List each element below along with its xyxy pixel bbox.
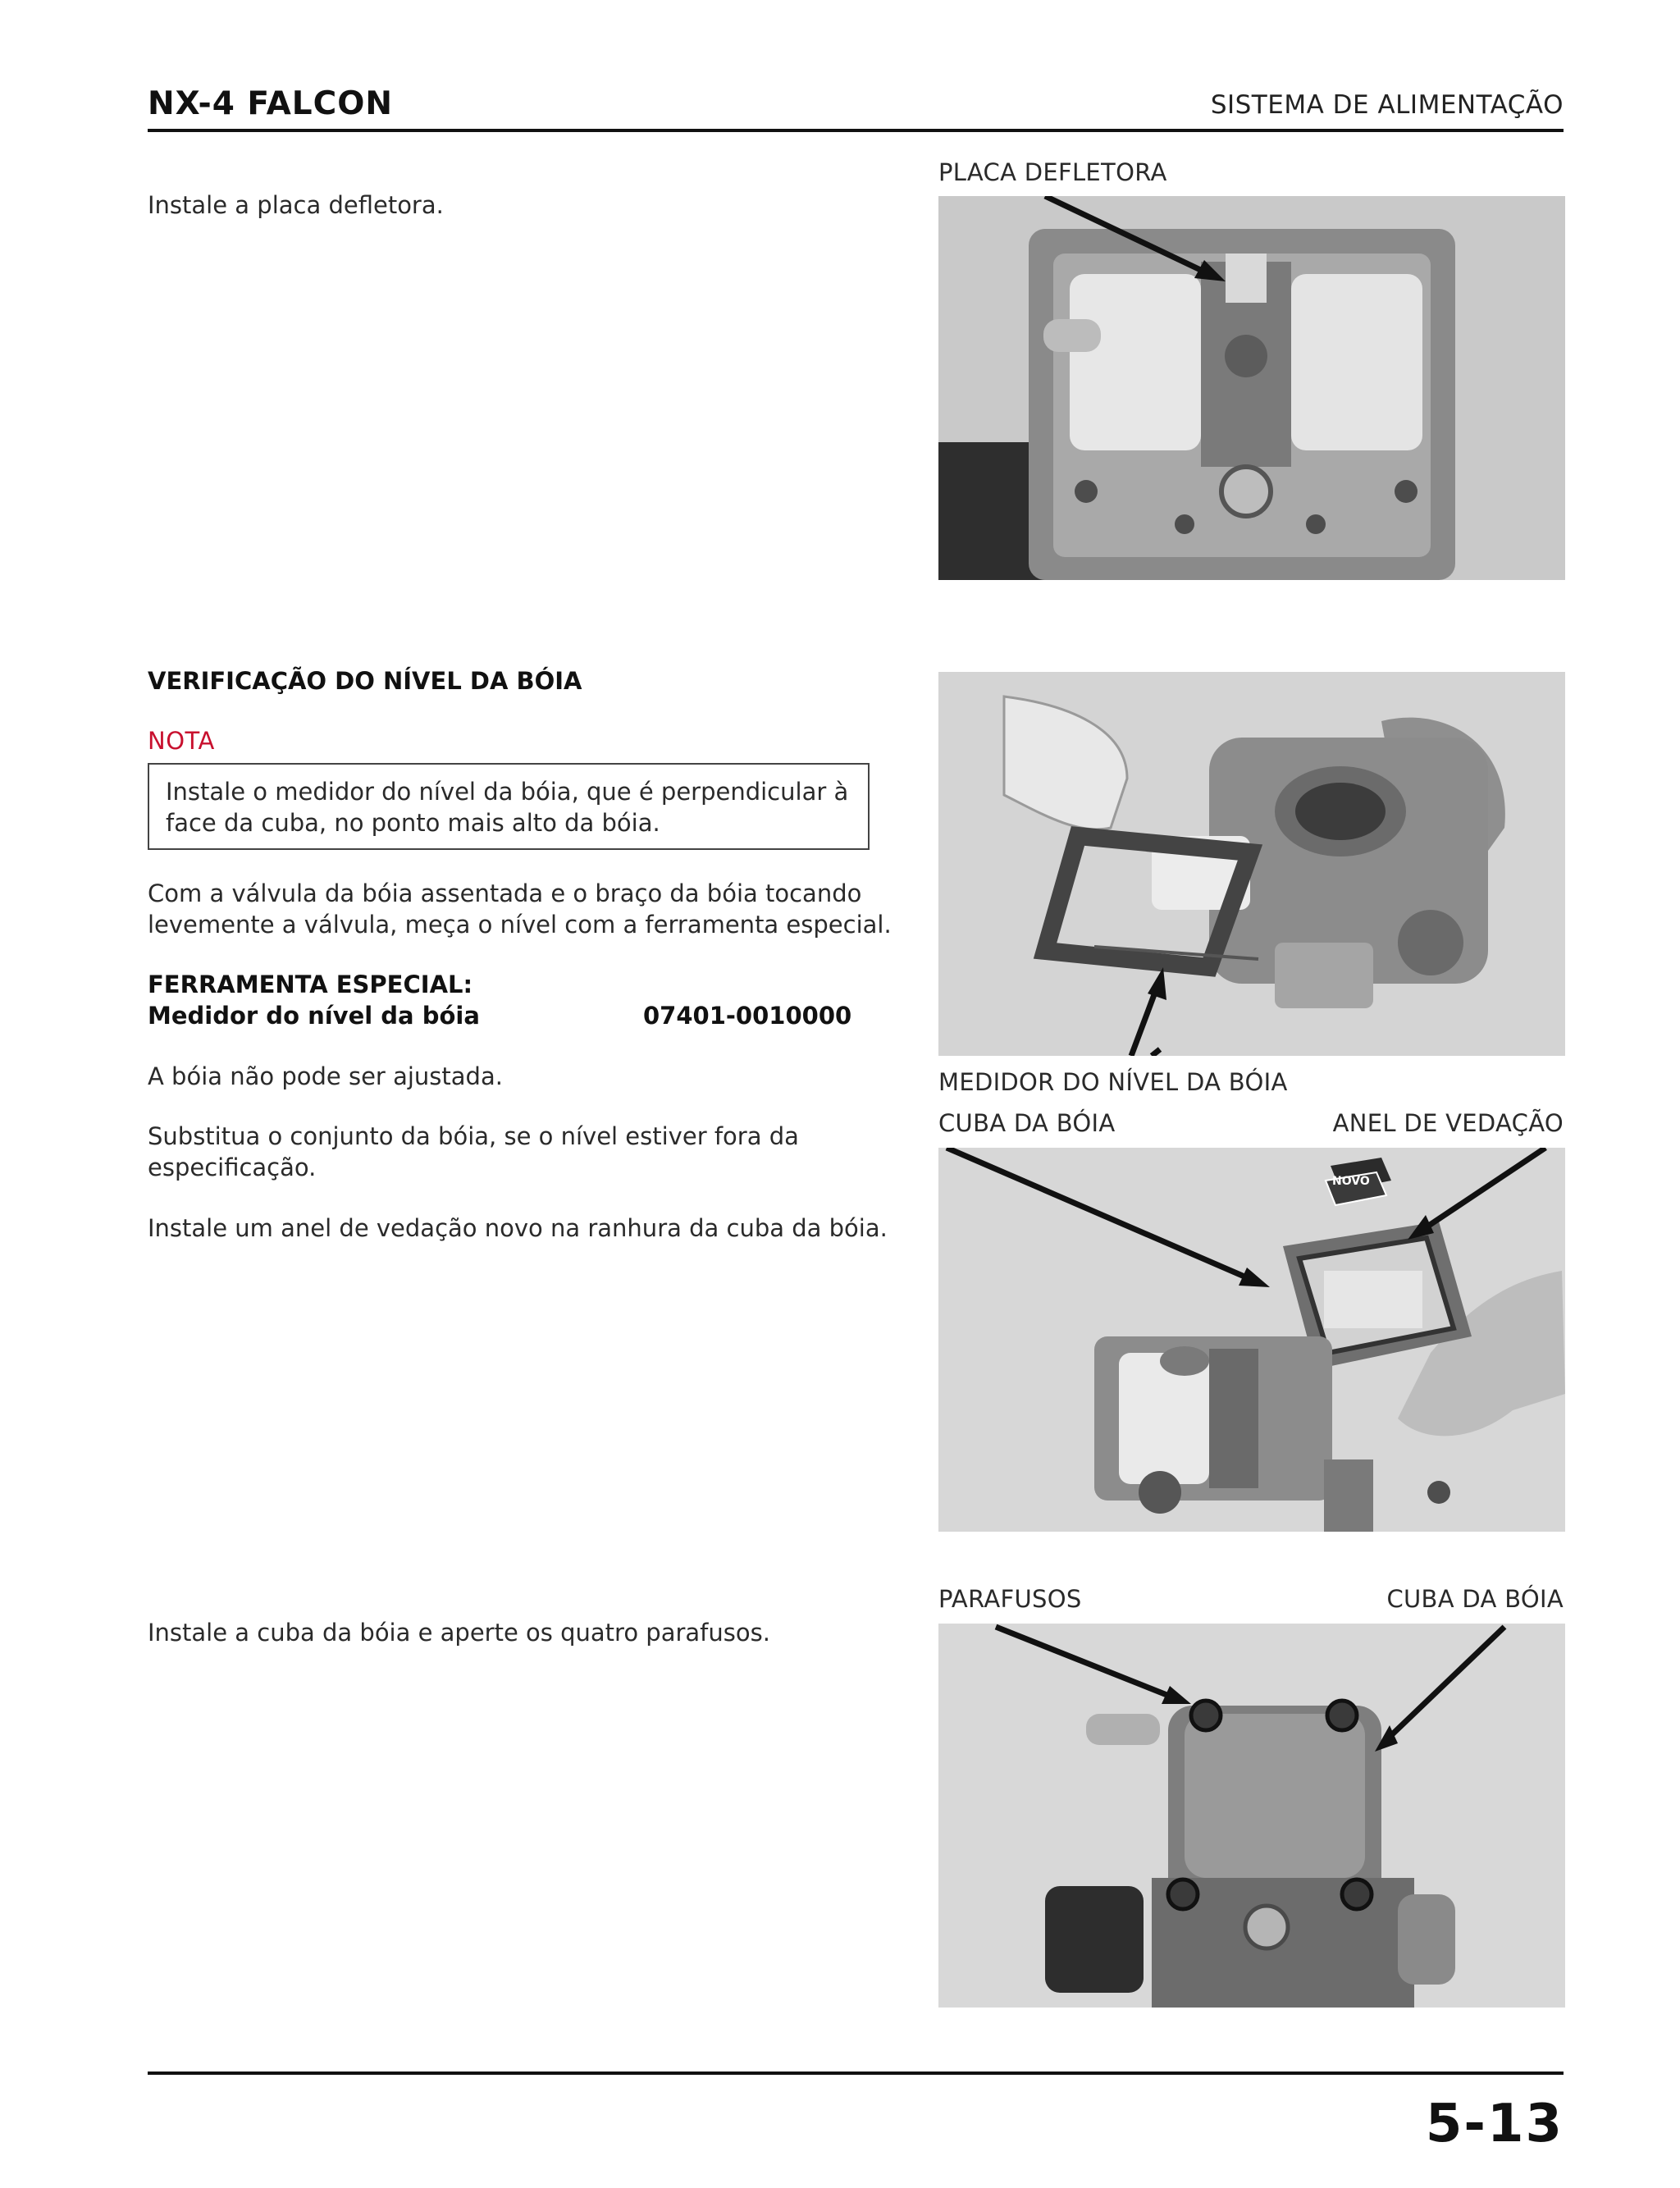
figure-label-float-bowl: CUBA DA BÓIA xyxy=(938,1109,1116,1137)
replace-line: especificação. xyxy=(148,1153,317,1181)
header-rule xyxy=(148,129,1564,132)
figure-label-float-bowl-2: CUBA DA BÓIA xyxy=(1386,1585,1564,1613)
page-number: 5-13 xyxy=(1425,2094,1564,2154)
measure-line: levemente a válvula, meça o nível com a ferramenta especial. xyxy=(148,911,892,939)
float-bowl-oring-photo xyxy=(938,1148,1565,1532)
measure-line: Com a válvula da bóia assentada e o braço da bóia tocando xyxy=(148,879,862,907)
replace-line: Substitua o conjunto da bóia, se o nível estiver fora da xyxy=(148,1122,799,1150)
figure-label-screws: PARAFUSOS xyxy=(938,1585,1082,1613)
figure-label-baffle: PLACA DEFLETORA xyxy=(938,158,1167,186)
install-bowl-instruction: Instale a cuba da bóia e aperte os quatro parafusos. xyxy=(148,1619,770,1647)
manual-model-title: NX-4 FALCON xyxy=(148,85,394,122)
measure-instruction xyxy=(148,878,892,940)
section-title: SISTEMA DE ALIMENTAÇÃO xyxy=(1210,90,1564,120)
not-adjustable-text: A bóia não pode ser ajustada. xyxy=(148,1062,503,1090)
float-level-heading: VERIFICAÇÃO DO NÍVEL DA BÓIA xyxy=(148,667,582,695)
special-tool-number: 07401-0010000 xyxy=(643,1002,852,1030)
note-title: NOTA xyxy=(148,727,215,755)
figure-label-float-gauge: MEDIDOR DO NÍVEL DA BÓIA xyxy=(938,1068,1288,1096)
figure-label-oring: ANEL DE VEDAÇÃO xyxy=(1332,1109,1564,1137)
oring-instruction: Instale um anel de vedação novo na ranhura da cuba da bóia. xyxy=(148,1214,888,1242)
note-line: Instale o medidor do nível da bóia, que é perpendicular à xyxy=(166,778,849,806)
replace-float-text xyxy=(148,1121,799,1183)
bowl-screws-photo xyxy=(938,1624,1565,2008)
footer-rule xyxy=(148,2072,1564,2075)
note-line: face da cuba, no ponto mais alto da bóia. xyxy=(166,809,660,837)
new-part-badge: NOVO xyxy=(1332,1175,1370,1188)
float-level-gauge-photo xyxy=(938,672,1565,1056)
special-tool-heading: FERRAMENTA ESPECIAL: xyxy=(148,971,473,998)
note-box xyxy=(148,763,870,850)
baffle-instruction: Instale a placa defletora. xyxy=(148,191,444,219)
special-tool-name: Medidor do nível da bóia xyxy=(148,1002,480,1030)
baffle-plate-photo xyxy=(938,196,1565,580)
